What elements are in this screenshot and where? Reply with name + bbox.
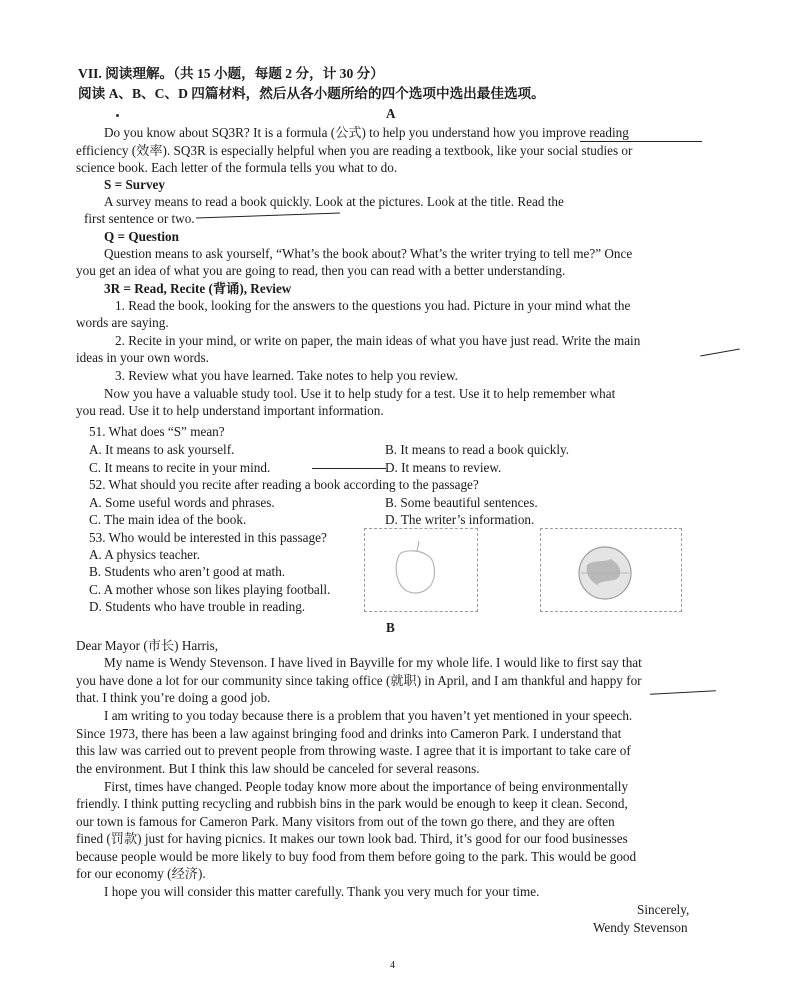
- survey-line: first sentence or two.: [84, 211, 195, 226]
- section-instruction: 阅读 A、B、C、D 四篇材料，然后从各小题所给的四个选项中选出最佳选项。: [78, 86, 545, 101]
- q51-option-c: C. It means to recite in your mind.: [89, 460, 271, 475]
- q51-option-d: D. It means to review.: [385, 460, 502, 475]
- q53-option-c: C. A mother whose son likes playing football.: [89, 582, 331, 597]
- read-step-line: words are saying.: [76, 315, 169, 330]
- review-step-line: 3. Review what you have learned. Take notes to help you review.: [115, 368, 458, 383]
- letter-line: that. I think you’re doing a good job.: [76, 690, 271, 705]
- question-line: you get an idea of what you are going to read, then you can read with a better understanding.: [76, 263, 566, 278]
- letter-line: you have done a lot for our community since taking office (就职) in April, and I am thankful and happy for: [76, 673, 642, 688]
- section-title: VII. 阅读理解。（共 15 小题，每题 2 分，计 30 分）: [78, 66, 384, 81]
- ink-dot: [116, 114, 119, 117]
- globe-sketch-icon: [541, 529, 681, 611]
- pen-underline: [196, 212, 340, 218]
- recite-step-line: 2. Recite in your mind, or write on paper, the main ideas of what you have just read. Write the main: [115, 333, 641, 348]
- recite-step-line: ideas in your own words.: [76, 350, 209, 365]
- letter-line: fined (罚款) just for having picnics. It makes our town look bad. Third, it’s good for our food businesses: [76, 831, 628, 846]
- q52-option-a: A. Some useful words and phrases.: [89, 495, 275, 510]
- apple-sketch-icon: [365, 529, 477, 611]
- question-line: Question means to ask yourself, “What’s the book about? What’s the writer trying to tell me?” Once: [104, 246, 633, 261]
- survey-line: A survey means to read a book quickly. Look at the pictures. Look at the title. Read the: [104, 194, 564, 209]
- letter-line: because people would be more likely to buy food from them before going to the park. This would be good: [76, 849, 637, 864]
- passage-a-ending-line: Now you have a valuable study tool. Use it to help study for a test. Use it to help remember what: [104, 386, 616, 401]
- page-number: 4: [390, 960, 395, 971]
- q52-option-d: D. The writer’s information.: [385, 512, 535, 527]
- letter-closing: Sincerely,: [637, 902, 690, 917]
- q53-stem: 53. Who would be interested in this passage?: [89, 530, 327, 545]
- q51-stem: 51. What does “S” mean?: [89, 424, 225, 439]
- q51-option-a: A. It means to ask yourself.: [89, 442, 235, 457]
- letter-signature: Wendy Stevenson: [593, 920, 688, 935]
- passage-a-ending-line: you read. Use it to help understand important information.: [76, 403, 384, 418]
- q53-option-a: A. A physics teacher.: [89, 547, 200, 562]
- letter-line: First, times have changed. People today know more about the importance of being environmentally: [104, 779, 629, 794]
- read-step-line: 1. Read the book, looking for the answers to the questions you had. Picture in your mind what the: [115, 298, 631, 313]
- letter-line: for our economy (经济).: [76, 866, 206, 881]
- letter-line: our town is famous for Cameron Park. Many visitors from out of the town go there, and they are often: [76, 814, 615, 829]
- q52-option-b: B. Some beautiful sentences.: [385, 495, 538, 510]
- q52-option-c: C. The main idea of the book.: [89, 512, 247, 527]
- passage-a-intro-line: science book. Each letter of the formula tells you what to do.: [76, 160, 398, 175]
- letter-line: friendly. I think putting recycling and rubbish bins in the park would be enough to keep it clean. Second,: [76, 796, 628, 811]
- q53-option-d: D. Students who have trouble in reading.: [89, 599, 306, 614]
- letter-line: My name is Wendy Stevenson. I have lived in Bayville for my whole life. I would like to first say that: [104, 655, 642, 670]
- q53-option-b: B. Students who aren’t good at math.: [89, 564, 286, 579]
- question-heading: Q = Question: [104, 229, 179, 244]
- passage-a-intro-line: Do you know about SQ3R? It is a formula (公式) to help you understand how you improve reading: [104, 125, 629, 140]
- letter-greeting: Dear Mayor (市长) Harris,: [76, 638, 219, 653]
- q52-stem: 52. What should you recite after reading a book according to the passage?: [89, 477, 479, 492]
- letter-line: this law was carried out to prevent people from throwing waste. I agree that it is important to take care of: [76, 743, 631, 758]
- q51-option-b: B. It means to read a book quickly.: [385, 442, 570, 457]
- letter-line: I am writing to you today because there is a problem that you haven’t yet mentioned in your speech.: [104, 708, 633, 723]
- survey-heading: S = Survey: [104, 177, 166, 192]
- passage-a-label: A: [386, 106, 396, 121]
- pen-underline: [580, 141, 702, 142]
- faded-picture: [364, 528, 478, 612]
- pen-stroke: [650, 690, 716, 694]
- letter-line: Since 1973, there has been a law against bringing food and drinks into Cameron Park. I understand that: [76, 726, 622, 741]
- pen-stroke: [700, 349, 740, 357]
- passage-a-intro-line: efficiency (效率). SQ3R is especially helpful when you are reading a textbook, like your social studies or: [76, 143, 633, 158]
- passage-b-label: B: [386, 620, 395, 635]
- letter-line: the environment. But I think this law should be canceled for several reasons.: [76, 761, 480, 776]
- pen-underline: [312, 468, 386, 469]
- faded-picture: [540, 528, 682, 612]
- letter-line: I hope you will consider this matter carefully. Thank you very much for your time.: [104, 884, 540, 899]
- 3r-heading: 3R = Read, Recite (背诵), Review: [104, 281, 292, 296]
